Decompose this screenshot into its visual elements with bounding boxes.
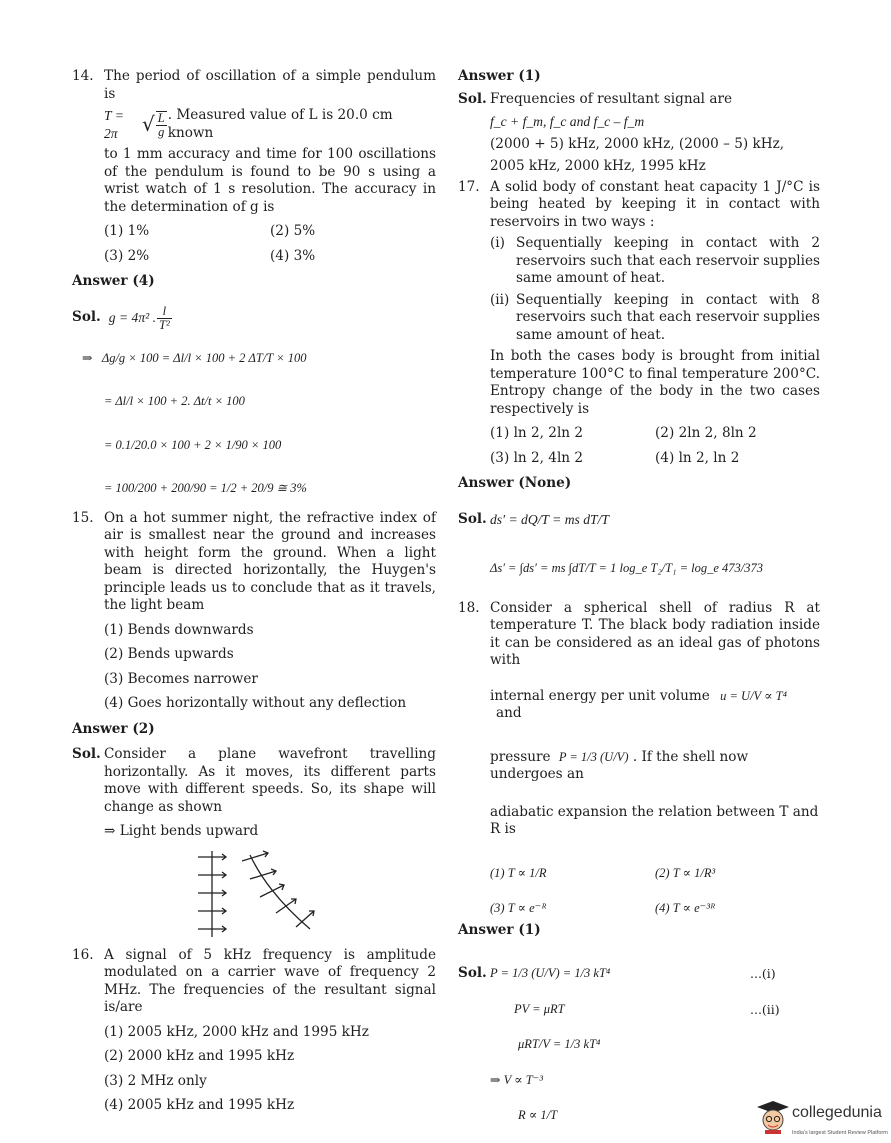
case-label: (i) <box>490 235 505 251</box>
question-text: In both the cases body is brought from initial temperature 100°C to final temperature 200°C. Entropy change of the body in the two cases respectively is <box>490 348 820 417</box>
option-4[interactable]: (4) ln 2, ln 2 <box>655 449 740 466</box>
solution-label: Sol. <box>72 746 101 762</box>
question-text: A signal of 5 kHz frequency is amplitude modulated on a carrier wave of frequency 2 MHz. The frequencies of the resultant signal is/are <box>104 946 436 1015</box>
option-1[interactable]: (1) 2005 kHz, 2000 kHz and 1995 kHz <box>104 1023 369 1040</box>
question-text: and <box>496 705 522 721</box>
option-2[interactable]: (2) T ∝ 1/R³ <box>655 865 716 880</box>
option-2[interactable]: (2) 2000 kHz and 1995 kHz <box>104 1048 295 1064</box>
question-17 <box>458 179 820 419</box>
question-16 <box>72 947 436 1017</box>
question-number: 16. <box>72 946 94 963</box>
formula-numerator: L <box>157 110 165 125</box>
solution-15 <box>72 746 436 816</box>
solution-label: Sol. <box>458 965 487 981</box>
solution-text: Consider a plane wavefront travelling horizontally. As it moves, its different parts move with different speeds. So, its shape will change as shown <box>104 746 436 815</box>
question-number: 15. <box>72 509 94 526</box>
answer: Answer (1) <box>458 921 541 938</box>
solution-line: = Δl/l × 100 + 2. Δt/t × 100 <box>104 394 245 408</box>
question-text: On a hot summer night, the refractive index of air is smallest near the ground and increases with height form the ground. When a light beam is directed horizontally, the Huygen's principle leads us to conclude that as it travels, the light beam <box>104 509 436 613</box>
pendulum-formula-lhs: T = 2π <box>104 108 124 141</box>
wavefront-diagram <box>172 849 332 939</box>
question-body: to 1 mm accuracy and time for 100 oscillations of the pendulum is found to be 90 s using a wrist watch of 1 s resolution. The accuracy in the determination of g is <box>104 146 436 215</box>
options-row-1 <box>490 865 820 883</box>
solution-line: (2000 + 5) kHz, 2000 kHz, (2000 – 5) kHz, <box>490 135 785 152</box>
solution-line: f_c + f_m, f_c and f_c – f_m <box>490 114 645 129</box>
solution-line: 2005 kHz, 2000 kHz, 1995 kHz <box>490 158 706 174</box>
answer: Answer (None) <box>458 475 572 491</box>
question-15 <box>72 510 436 615</box>
solution-line: ds′ = dQ/T = ms dT/T <box>490 511 609 527</box>
option-4[interactable]: (4) T ∝ e⁻³ᴿ <box>655 901 716 915</box>
solution-line: ⇒ Δg/g × 100 = Δl/l × 100 + 2 ΔT/T × 100 <box>82 350 307 365</box>
option-1[interactable]: (1) T ∝ 1/R <box>490 865 547 880</box>
options-row-2 <box>490 900 820 918</box>
case-label: (ii) <box>490 291 510 308</box>
option-2[interactable]: (2) 5% <box>270 223 316 239</box>
option-4[interactable]: (4) 2005 kHz and 1995 kHz <box>104 1097 295 1113</box>
question-text: Consider a spherical shell of radius R at temperature T. The black body radiation inside it can be considered as an ideal gas of photons with <box>490 599 820 668</box>
solution-16 <box>458 91 820 176</box>
question-text: pressure <box>490 748 551 765</box>
equation-tag: ...(ii) <box>750 1001 780 1017</box>
solution-denominator: T² <box>159 317 170 332</box>
brand-tagline: India's largest Student Review Platform <box>792 1130 888 1136</box>
answer: Answer (1) <box>458 68 541 84</box>
answer: Answer (2) <box>72 720 155 737</box>
option-1[interactable]: (1) ln 2, 2ln 2 <box>490 425 584 441</box>
formula-denominator: g <box>158 124 165 139</box>
question-intro: The period of oscillation of a simple pendulum is <box>104 68 436 102</box>
equation-tag: ...(i) <box>750 966 776 981</box>
case-text: Sequentially keeping in contact with 8 reservoirs such that each reservoir supplies same amount of heat. <box>516 291 820 343</box>
question-formula-tail: . Measured value of L is 20.0 cm known <box>167 107 393 141</box>
options-row-2 <box>490 450 820 468</box>
option-2[interactable]: (2) 2ln 2, 8ln 2 <box>655 425 757 441</box>
solution-conclusion: ⇒ Light bends upward <box>104 823 259 839</box>
option-3[interactable]: (3) T ∝ e⁻ᴿ <box>490 901 547 915</box>
question-number: 17. <box>458 178 480 195</box>
question-text: A solid body of constant heat capacity 1 J/°C is being heated by keeping it in contact with reservoirs in two ways : <box>490 178 820 230</box>
question-number: 14. <box>72 68 94 84</box>
option-3[interactable]: (3) Becomes narrower <box>104 670 258 687</box>
solution-line: R ∝ 1/T <box>518 1108 558 1122</box>
question-text: . If the shell now undergoes an <box>490 748 749 782</box>
pressure-formula: P = 1/3 (U/V) <box>558 749 629 764</box>
answer: Answer (4) <box>72 273 155 289</box>
question-14: 14. The period of oscillation of a simple pendulum is T = 2π √ $\frac{L}{g}$ . Measured value of L is 20.0 cm known to 1 mm accuracy and time for 100 oscillations of the pendulum is found to be 90 s using a wrist watch of 1 s resolution. The accuracy in the determination of g is <box>72 68 436 215</box>
option-1[interactable]: (1) 1% <box>104 223 150 239</box>
solution-label: Sol. <box>458 510 487 527</box>
case-text: Sequentially keeping in contact with 2 reservoirs such that each reservoir supplies same amount of heat. <box>516 235 820 286</box>
solution-numerator: l <box>157 305 172 319</box>
solution-line: ⇒ V ∝ T⁻³ <box>490 1072 544 1087</box>
options-row-2 <box>104 248 436 266</box>
question-18 <box>458 600 820 839</box>
solution-line: Frequencies of resultant signal are <box>490 90 732 107</box>
question-text: adiabatic expansion the relation between T and R is <box>490 803 819 837</box>
solution-label: Sol. <box>458 90 487 107</box>
options-row-1 <box>104 223 436 241</box>
solution-line: g = 4π² . <box>108 310 157 326</box>
question-number: 18. <box>458 599 480 616</box>
solution-label: Sol. <box>72 309 101 326</box>
question-text: internal energy per unit volume <box>490 687 710 704</box>
graduate-mascot-icon <box>756 1099 790 1135</box>
option-2[interactable]: (2) Bends upwards <box>104 646 234 662</box>
solution-line: = 0.1/20.0 × 100 + 2 × 1/90 × 100 <box>104 437 282 452</box>
option-4[interactable]: (4) 3% <box>270 247 316 264</box>
option-4[interactable]: (4) Goes horizontally without any deflection <box>104 695 407 711</box>
option-1[interactable]: (1) Bends downwards <box>104 621 254 638</box>
left-column <box>72 68 436 1115</box>
option-3[interactable]: (3) ln 2, 4ln 2 <box>490 449 584 466</box>
solution-line: = 100/200 + 200/90 = 1/2 + 20/9 ≅ 3% <box>104 481 307 495</box>
options-row-1 <box>490 425 820 443</box>
energy-formula: u = U/V ∝ T⁴ <box>720 688 787 703</box>
brand-logo-text[interactable]: collegedunia <box>792 1104 882 1121</box>
solution-line: Δs′ = ∫ds′ = ms ∫dT/T = 1 log_e T₂/T₁ = log_e 473/373 <box>490 561 763 575</box>
right-column <box>458 68 820 1125</box>
solution-line: PV = μRT <box>514 1001 565 1016</box>
option-3[interactable]: (3) 2 MHz only <box>104 1072 207 1089</box>
option-3[interactable]: (3) 2% <box>104 247 150 264</box>
solution-line: P = 1/3 (U/V) = 1/3 kT⁴ <box>490 966 611 980</box>
solution-line: μRT/V = 1/3 kT⁴ <box>518 1037 601 1051</box>
